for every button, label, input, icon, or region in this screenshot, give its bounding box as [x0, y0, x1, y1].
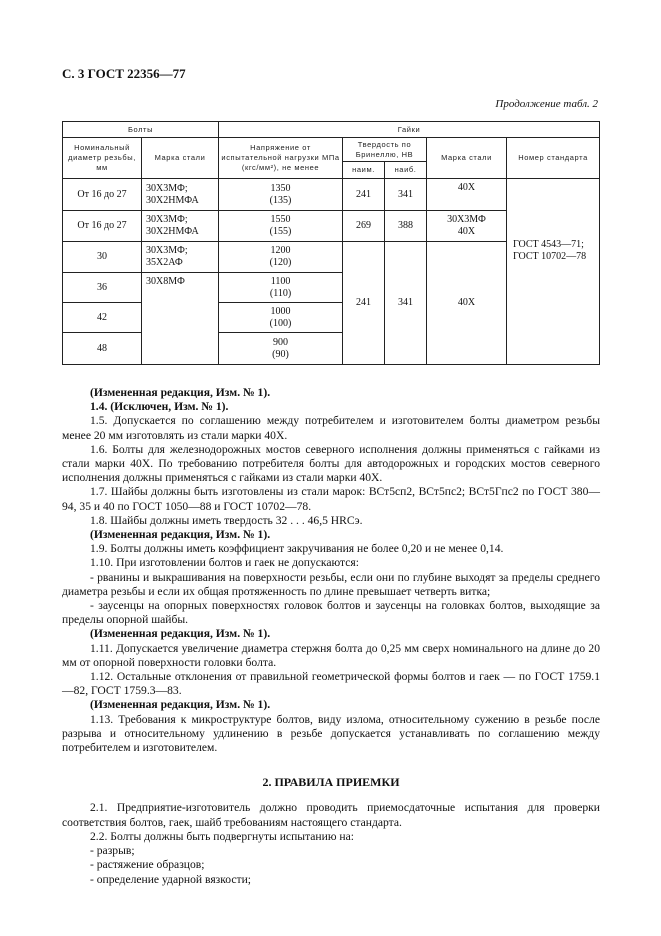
cell-bolt-steel: 30Х3МФ; 35Х2АФ: [142, 242, 219, 273]
cell-hardness-min-merged: 241: [343, 242, 385, 365]
paragraph: - рванины и выкрашивания на поверхности резьбы, если они по глубине выходят за пределы среднего диаметра резьбы и если их общая протяженность по длине превышает четверть витка;: [62, 570, 600, 598]
paragraph: (Измененная редакция, Изм. № 1).: [90, 528, 271, 542]
paragraph: - разрыв;: [90, 844, 135, 858]
cell-load: 1200 (120): [219, 242, 343, 273]
paragraph: (Измененная редакция, Изм. № 1).: [90, 698, 271, 712]
header-standard: Номер стандарта: [507, 138, 600, 179]
cell-nut-steel: 30Х3МФ 40Х: [427, 211, 507, 242]
cell-load: 1000 (100): [219, 303, 343, 333]
cell-diameter: От 16 до 27: [63, 179, 142, 211]
paragraph: 1.10. При изготовлении болтов и гаек не допускаются:: [90, 556, 359, 570]
cell-diameter: 36: [63, 273, 142, 303]
document-body: [62, 386, 600, 887]
header-nut-steel: Марка стали: [427, 138, 507, 179]
cell-hardness-min: 269: [343, 211, 385, 242]
header-hardness-min: наим.: [343, 162, 385, 179]
cell-load: 1350 (135): [219, 179, 343, 211]
table-row: [63, 179, 600, 211]
paragraph: 1.5. Допускается по соглашению между потребителем и изготовителем болты диаметром резьбы менее 20 мм изготовлять из стали марки 40Х.: [62, 414, 600, 442]
section-heading: 2. ПРАВИЛА ПРИЕМКИ: [262, 775, 400, 790]
paragraph: - растяжение образцов;: [90, 858, 205, 872]
paragraph: 1.11. Допускается увеличение диаметра стержня болта до 0,25 мм сверх номинального на длине до 20 мм от опорной поверхности головки болта.: [62, 641, 600, 669]
paragraph: 2.1. Предприятие-изготовитель должно проводить приемосдаточные испытания для проверки соответствия болтов, гаек, шайб требованиям настоящего стандарта.: [62, 801, 600, 829]
header-test-load: Напряжение от испытательной нагрузки МПа (кгс/мм²), не менее: [219, 138, 343, 179]
paragraph: (Измененная редакция, Изм. № 1).: [90, 386, 271, 399]
specification-table: [62, 121, 600, 365]
cell-standard: ГОСТ 4543—71; ГОСТ 10702—78: [507, 179, 600, 365]
cell-load: 900 (90): [219, 333, 343, 365]
header-hardness-max: наиб.: [385, 162, 427, 179]
header-bolt-steel: Марка стали: [142, 138, 219, 179]
cell-nut-steel: 40Х: [427, 179, 507, 211]
cell-load: 1100 (110): [219, 273, 343, 303]
paragraph: - определение ударной вязкости;: [90, 872, 251, 886]
cell-bolt-steel: 30Х3МФ; 30Х2НМФА: [142, 179, 219, 211]
paragraph: (Измененная редакция, Изм. № 1).: [90, 627, 271, 641]
header-diameter: Номинальный диаметр резьбы, мм: [63, 138, 142, 179]
cell-diameter: 48: [63, 333, 142, 365]
paragraph: 1.9. Болты должны иметь коэффициент закручивания не более 0,20 и не менее 0,14.: [90, 542, 504, 556]
paragraph: 1.6. Болты для железнодорожных мостов северного исполнения должны применяться с гайками из стали марки 40Х. По требованию потребителя болты для автодорожных и городских мостов северного исполнения должны применяться с гайками из стали марки 40Х.: [62, 442, 600, 485]
cell-hardness-max-merged: 341: [385, 242, 427, 365]
cell-bolt-steel-merged: 30Х8МФ: [142, 273, 219, 365]
paragraph: 1.8. Шайбы должны иметь твердость 32 . . . 46,5 HRCэ.: [90, 513, 363, 527]
paragraph: 1.12. Остальные отклонения от правильной геометрической формы болтов и гаек — по ГОСТ 1759.1—82, ГОСТ 1759.3—83.: [62, 670, 600, 698]
paragraph: 2.2. Болты должны быть подвергнуты испытанию на:: [90, 829, 354, 843]
cell-hardness-min: 241: [343, 179, 385, 211]
cell-bolt-steel: 30Х3МФ; 30Х2НМФА: [142, 211, 219, 242]
cell-diameter: 30: [63, 242, 142, 273]
table-caption: Продолжение табл. 2: [495, 98, 598, 110]
cell-load: 1550 (155): [219, 211, 343, 242]
paragraph: 1.13. Требования к микроструктуре болтов, виду излома, относительному сужению в резьбе после разрыва и относительному удлинению в резьбе допускается устанавливать по соглашению между потребителем и изготовителем.: [62, 712, 600, 755]
header-hardness: Твердость по Бринеллю, НВ: [343, 138, 427, 162]
paragraph: 1.7. Шайбы должны быть изготовлены из стали марок: ВСт5сп2, ВСт5пс2; ВСт5Гпс2 по ГОСТ 380—94, 35 и 40 по ГОСТ 1050—88 и ГОСТ 10702—78.: [62, 485, 600, 513]
paragraph: - заусенцы на опорных поверхностях головок болтов и заусенцы на головках болтов, выходящие за пределы опорной шайбы.: [62, 599, 600, 627]
cell-hardness-max: 388: [385, 211, 427, 242]
page-header: С. 3 ГОСТ 22356—77: [62, 66, 186, 81]
group-header-nuts: Гайки: [219, 122, 600, 138]
paragraph: 1.4. (Исключен, Изм. № 1).: [90, 400, 229, 414]
cell-diameter: 42: [63, 303, 142, 333]
cell-hardness-max: 341: [385, 179, 427, 211]
cell-nut-steel-merged: 40Х: [427, 242, 507, 365]
cell-diameter: От 16 до 27: [63, 211, 142, 242]
group-header-bolts: Болты: [63, 122, 219, 138]
